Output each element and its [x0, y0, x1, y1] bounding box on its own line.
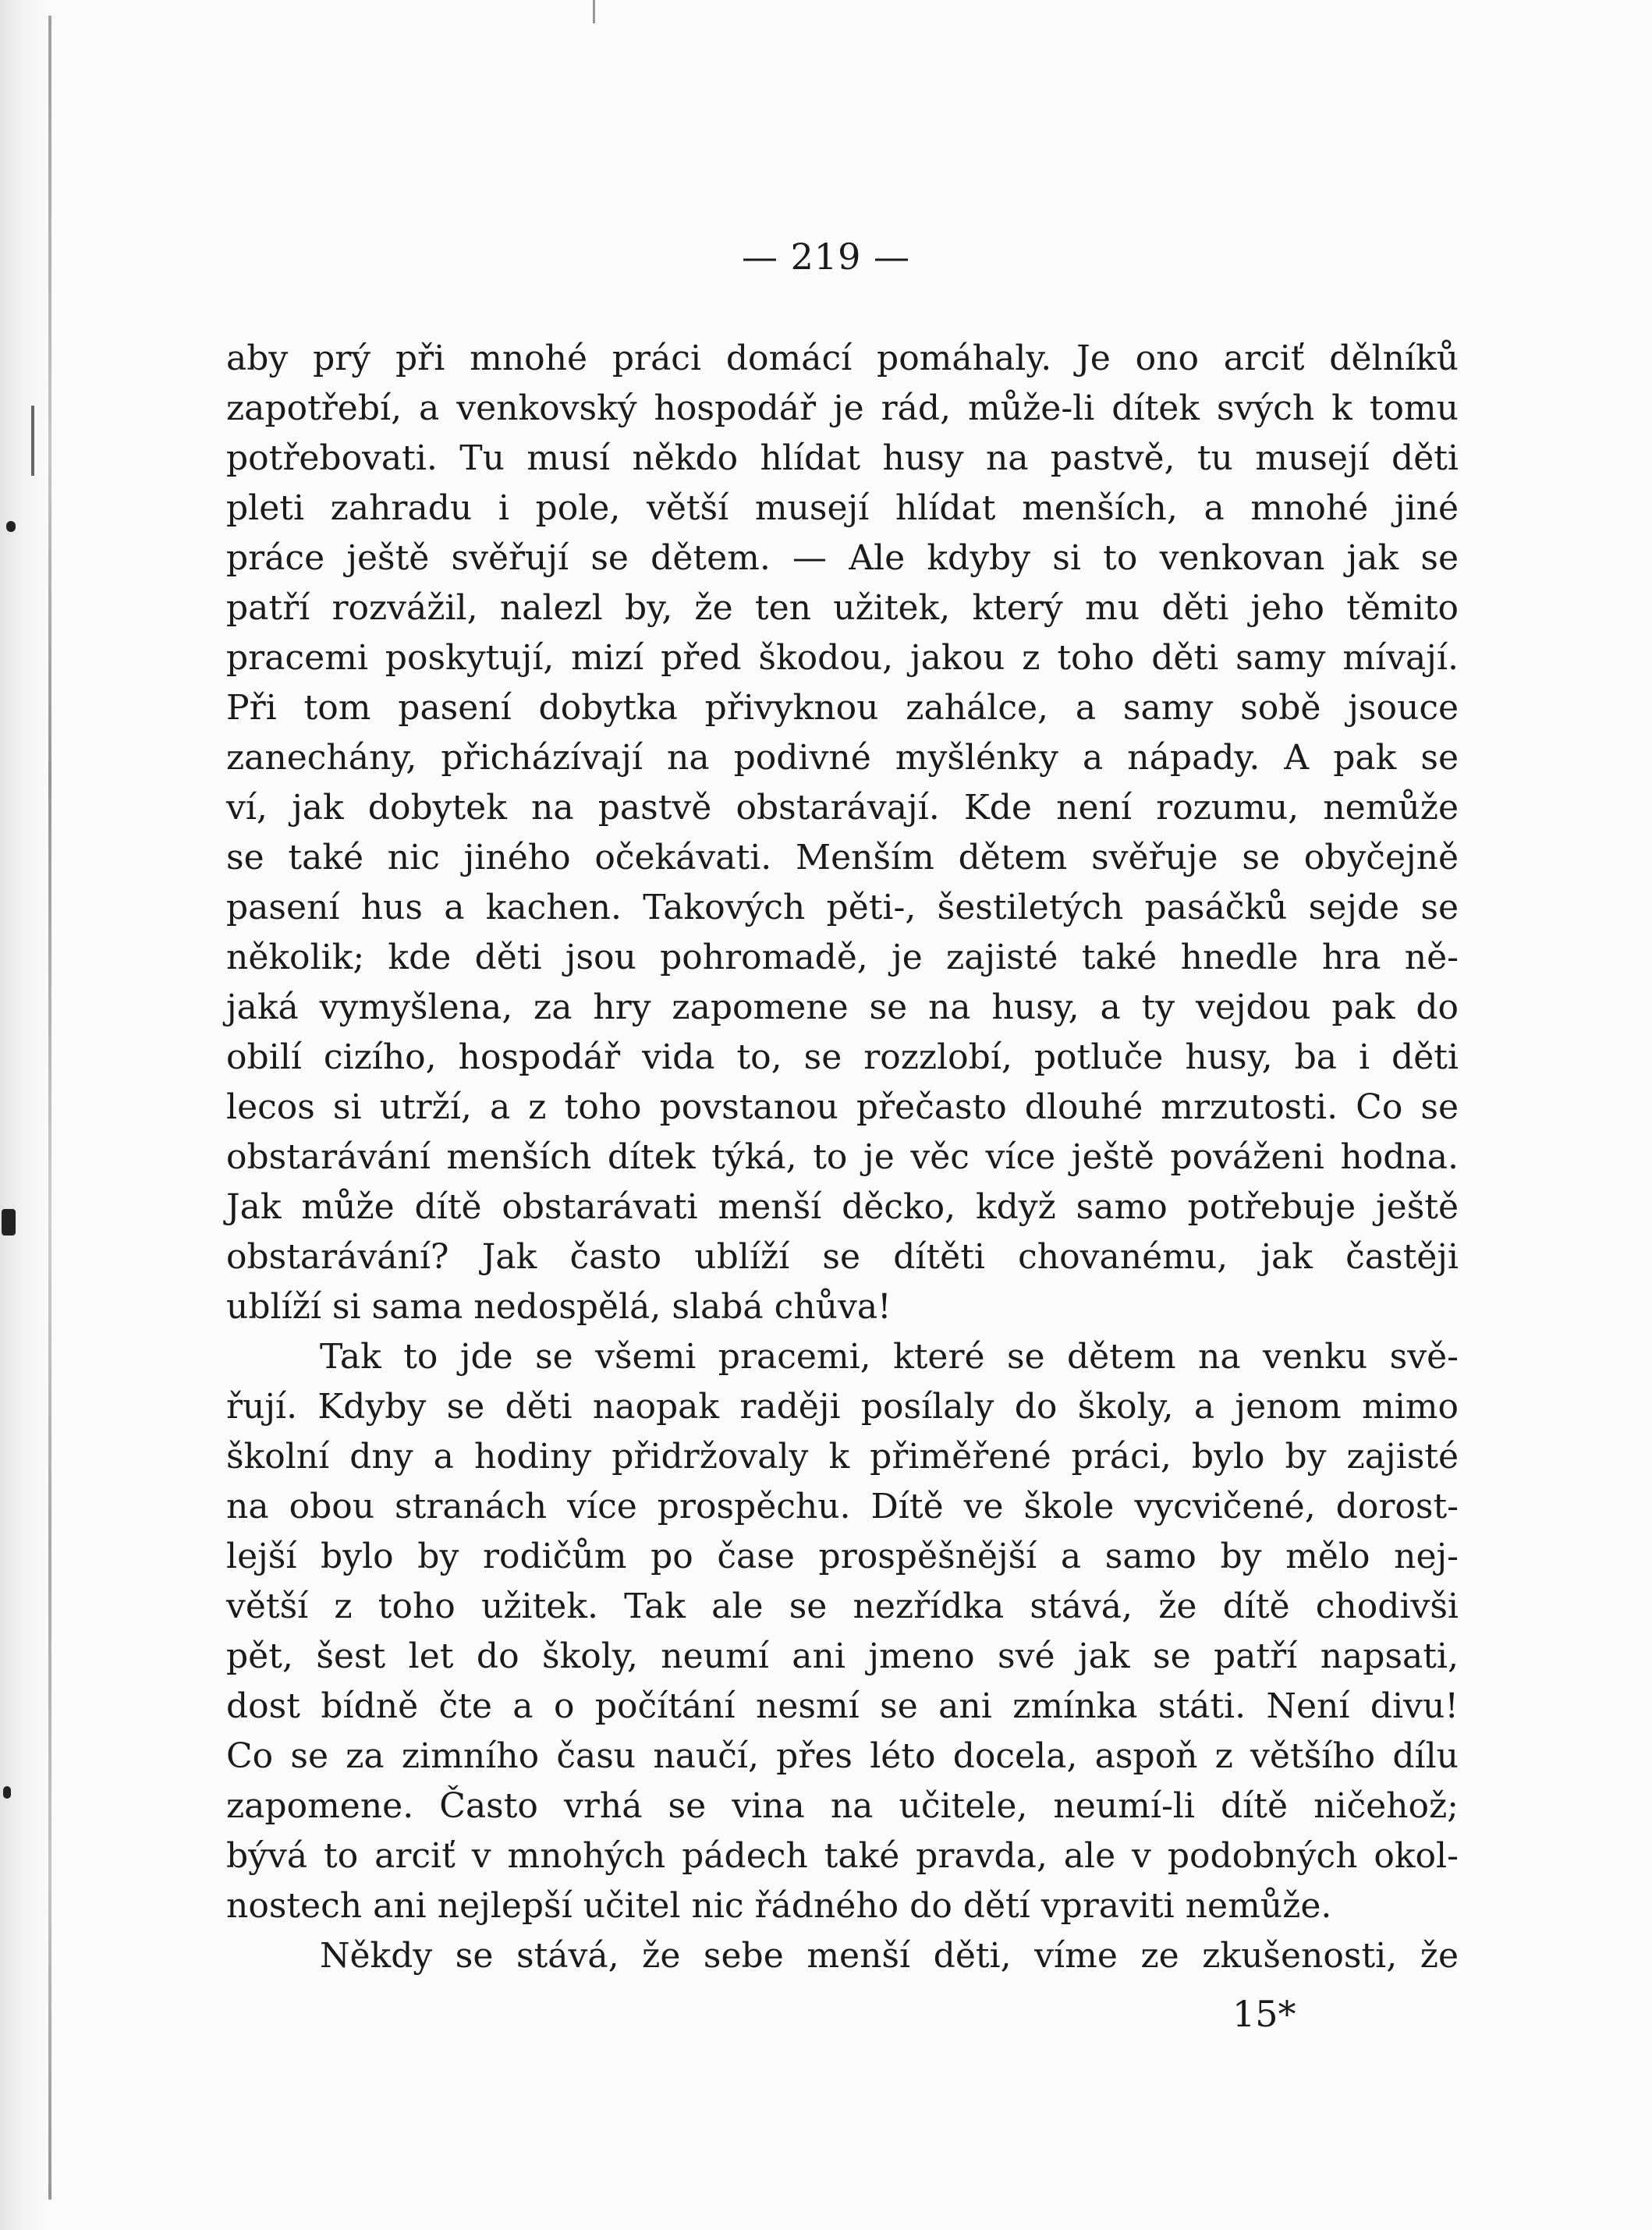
- scan-artifact: [3, 1786, 11, 1799]
- text-line: školní dny a hodiny přidržovaly k přiměřené práci, bylo by zajisté: [226, 1437, 1459, 1477]
- text-line: zapomene. Často vrhá se vina na učitele, neumí-li dítě ničehož;: [226, 1786, 1459, 1826]
- body-text: [226, 334, 1459, 1981]
- text-line: lejší bylo by rodičům po čase prospěšnější a samo by mělo nej-: [226, 1537, 1459, 1576]
- text-line: obilí cizího, hospodář vida to, se rozzlobí, potluče husy, ba i děti: [226, 1037, 1459, 1077]
- text-line: ublíží si sama nedospělá, slabá chůva!: [226, 1287, 892, 1327]
- text-line: Jak může dítě obstarávati menší děcko, když samo potřebuje ještě: [226, 1187, 1459, 1227]
- signature-mark: 15*: [1232, 1993, 1296, 2035]
- text-line: bývá to arciť v mnohých pádech také pravda, ale v podobných okol-: [226, 1836, 1459, 1876]
- text-line: obstarávání? Jak často ublíží se dítěti chovanému, jak častěji: [226, 1237, 1459, 1277]
- text-line: zapotřebí, a venkovský hospodář je rád, může-li dítek svých k tomu: [226, 388, 1459, 428]
- text-line: Tak to jde se všemi pracemi, které se dětem na venku svě-: [320, 1337, 1459, 1377]
- scan-artifact: [6, 521, 16, 532]
- text-line: patří rozvážil, nalezl by, že ten užitek, který mu děti jeho těmito: [226, 588, 1459, 628]
- text-line: několik; kde děti jsou pohromadě, je zajisté také hnedle hra ně-: [226, 938, 1459, 977]
- text-line: ví, jak dobytek na pastvě obstarávají. Kde není rozumu, nemůže: [226, 788, 1459, 828]
- text-line: Při tom pasení dobytka přivyknou zahálce, a samy sobě jsouce: [226, 688, 1459, 728]
- text-line: lecos si utrží, a z toho povstanou přečasto dlouhé mrzutosti. Co se: [226, 1087, 1459, 1127]
- page-number: — 219 —: [741, 236, 911, 278]
- text-line: obstarávání menších dítek týká, to je věc více ještě pováženi hodna.: [226, 1137, 1459, 1177]
- text-line: pasení hus a kachen. Takových pěti-, šestiletých pasáčků sejde se: [226, 888, 1459, 927]
- scan-artifact: [593, 0, 595, 23]
- text-line: pracemi poskytují, mizí před škodou, jakou z toho děti samy mívají.: [226, 638, 1459, 678]
- scan-artifact: [31, 406, 34, 476]
- text-line: jaká vymyšlena, za hry zapomene se na husy, a ty vejdou pak do: [226, 987, 1459, 1027]
- text-line: na obou stranách více prospěchu. Dítě ve škole vycvičené, dorost-: [226, 1487, 1459, 1526]
- binding-edge: [0, 0, 55, 2230]
- text-line: potřebovati. Tu musí někdo hlídat husy na pastvě, tu musejí děti: [226, 438, 1459, 478]
- text-line: větší z toho užitek. Tak ale se nezřídka stává, že dítě chodivši: [226, 1587, 1459, 1626]
- text-line: Někdy se stává, že sebe menší děti, víme ze zkušenosti, že: [320, 1936, 1459, 1976]
- text-line: aby prý při mnohé práci domácí pomáhaly. Je ono arciť dělníků: [226, 339, 1459, 378]
- text-line: práce ještě svěřují se dětem. — Ale kdyby si to venkovan jak se: [226, 538, 1459, 578]
- text-line: zanechány, přicházívají na podivné myšlénky a nápady. A pak se: [226, 738, 1459, 778]
- scan-artifact: [2, 1209, 16, 1236]
- text-line: dost bídně čte a o počítání nesmí se ani zmínka státi. Není divu!: [226, 1686, 1459, 1726]
- text-line: řují. Kdyby se děti naopak raději posílaly do školy, a jenom mimo: [226, 1387, 1459, 1427]
- text-line: nostech ani nejlepší učitel nic řádného do dětí vpraviti nemůže.: [226, 1886, 1332, 1926]
- text-line: se také nic jiného očekávati. Menším dětem svěřuje se obyčejně: [226, 838, 1459, 877]
- text-line: pět, šest let do školy, neumí ani jmeno své jak se patří napsati,: [226, 1636, 1459, 1676]
- text-line: pleti zahradu i pole, větší musejí hlídat menších, a mnohé jiné: [226, 488, 1459, 528]
- text-line: Co se za zimního času naučí, přes léto docela, aspoň z většího dílu: [226, 1736, 1459, 1776]
- binding-shadow-line: [48, 16, 51, 2200]
